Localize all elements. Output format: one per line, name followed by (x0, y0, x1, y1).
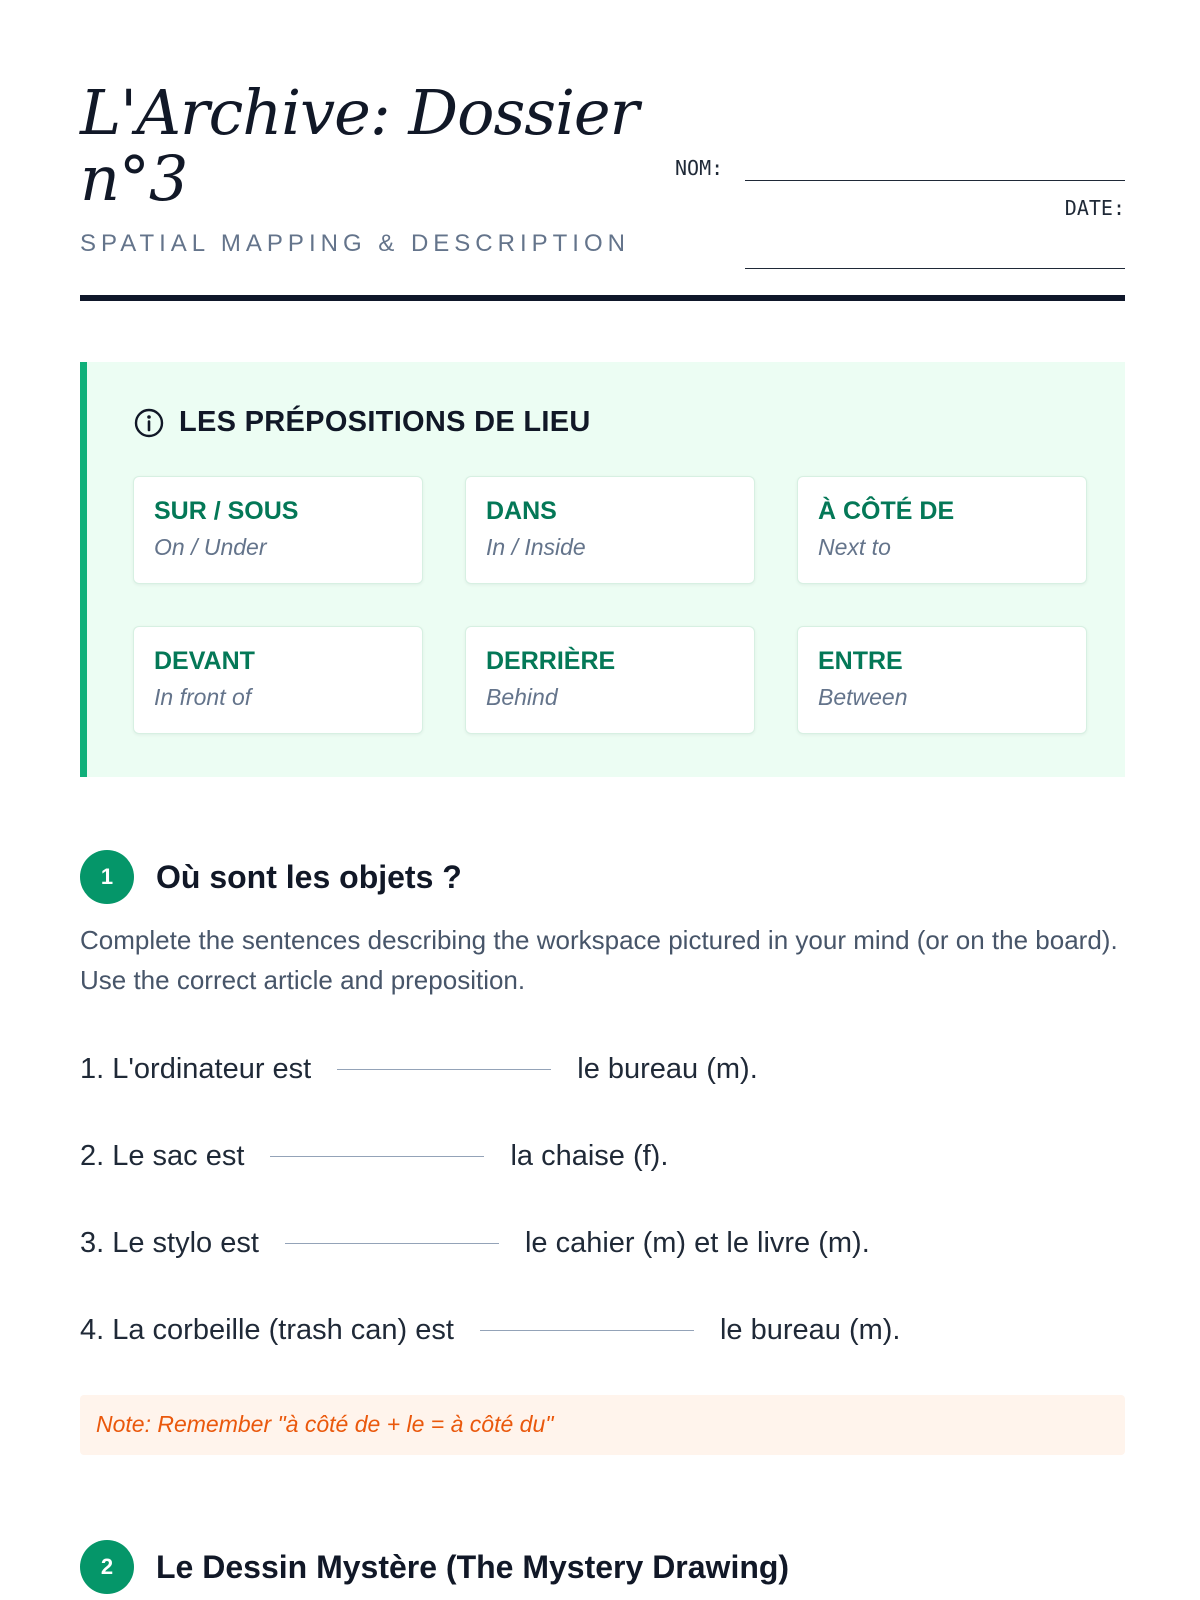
preposition-translation: On / Under (154, 534, 267, 560)
section-number-badge: 1 (80, 850, 134, 904)
date-field[interactable] (745, 268, 1125, 269)
section-number-badge: 2 (80, 1540, 134, 1594)
student-info (675, 156, 1125, 236)
prepositions-grid (133, 476, 1087, 734)
preposition-term: DANS (486, 497, 557, 525)
section-title: Où sont les objets ? (156, 858, 462, 895)
exercise-item (80, 1313, 1125, 1357)
preposition-card (465, 476, 755, 584)
exercise-prompt: 1. L'ordinateur est (80, 1052, 312, 1085)
exercise-ending: le bureau (m). (577, 1052, 758, 1085)
grammar-note (80, 1395, 1125, 1455)
prepositions-header (133, 406, 591, 439)
page-title: L'Archive: Dossier n°3 (80, 76, 639, 215)
preposition-translation: In front of (154, 684, 252, 710)
exercise-prompt: 4. La corbeille (trash can) est (80, 1313, 454, 1346)
nom-label: NOM: (675, 156, 724, 180)
preposition-term: SUR / SOUS (154, 497, 299, 525)
worksheet-header (80, 76, 1125, 260)
preposition-term: DERRIÈRE (486, 647, 616, 675)
exercise-item (80, 1052, 1125, 1096)
answer-blank[interactable] (337, 1068, 551, 1070)
exercise-prompt: 3. Le stylo est (80, 1226, 259, 1259)
preposition-card (797, 476, 1087, 584)
exercise-item (80, 1139, 1125, 1183)
section-2-header (80, 1540, 789, 1594)
preposition-translation: Next to (818, 534, 891, 560)
exercise-ending: le bureau (m). (719, 1313, 901, 1346)
section-title: Le Dessin Mystère (The Mystery Drawing) (156, 1548, 790, 1585)
exercise-ending: le cahier (m) et le livre (m). (524, 1226, 870, 1259)
prepositions-title: LES PRÉPOSITIONS DE LIEU (179, 406, 591, 438)
preposition-card (465, 626, 755, 734)
nom-field[interactable] (745, 180, 1125, 181)
preposition-card (133, 626, 423, 734)
section-1-header (80, 850, 462, 904)
prepositions-panel (80, 362, 1125, 777)
preposition-term: DEVANT (154, 647, 255, 675)
answer-blank[interactable] (480, 1329, 694, 1331)
preposition-card (797, 626, 1087, 734)
exercise-prompt: 2. Le sac est (80, 1139, 245, 1172)
preposition-translation: Behind (486, 684, 558, 710)
date-row (675, 196, 1125, 236)
answer-blank[interactable] (270, 1155, 484, 1157)
page-subtitle: SPATIAL MAPPING & DESCRIPTION (80, 230, 630, 257)
date-label: DATE: (1064, 196, 1125, 220)
info-icon (133, 407, 165, 439)
preposition-translation: In / Inside (486, 534, 586, 560)
exercise-item (80, 1226, 1125, 1270)
preposition-term: À CÔTÉ DE (818, 497, 955, 525)
preposition-card (133, 476, 423, 584)
exercise-ending: la chaise (f). (510, 1139, 669, 1172)
answer-blank[interactable] (285, 1242, 499, 1244)
section-instructions: Complete the sentences describing the workspace pictured in your mind (or on the board). Use the correct article and preposition. (80, 925, 1118, 995)
preposition-translation: Between (818, 684, 908, 710)
grammar-note-text: Note: Remember "à côté de + le = à côté du" (96, 1411, 554, 1437)
preposition-term: ENTRE (818, 647, 903, 675)
header-divider (80, 295, 1125, 301)
nom-row (675, 156, 1125, 196)
